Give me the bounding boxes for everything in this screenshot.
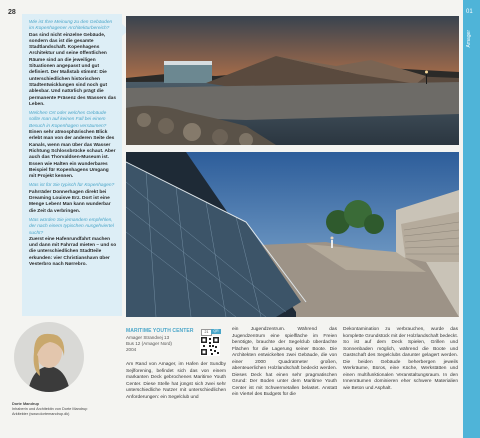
question-1: Wie ist Ihre Meinung zu den Gebäuden im Kopenhagener Architekturbereich? — [29, 20, 113, 32]
caption-line1: Inhaberin und Architektin von Dorte Mandrup — [12, 407, 88, 411]
place-year: 2004 — [126, 347, 137, 352]
question-3: Was ist für Sie typisch für Kopenhagen? — [29, 183, 115, 189]
question-2: Welchen Ort oder welches Gebäude sollte man auf keinen Fall bei einem Besuch in Kopenhagen versäumen? — [29, 111, 107, 129]
place-title: MARITIME YOUTH CENTER — [126, 328, 194, 334]
place-address: Amager Strandvej 13 — [126, 335, 170, 340]
caption-name: Dorte Mandrup — [12, 402, 39, 406]
interview-sidebar — [22, 14, 122, 316]
photo-sloped-deck — [126, 152, 459, 317]
body-column-3: Dekontamination zu verbrauchen, wurde das komplette Grundstück mit der Holzlandschaft bedeckt. So ist auf dem Deck Spielen, Grillen und Sonnenbaden möglich, während die Boote und Gastschaft des Segelclubs darunter gelagert werden. Die beiden Gebäude beherbergen jeweils Werkräume, Büros, eine Küche, Werkstätten und einen multifunktionalen Veranstaltungsraum. In den Innenräumen dominieren eher schwere Materialien wie Beton und Asphalt. — [343, 327, 458, 391]
page-number: 28 — [8, 9, 16, 16]
section-tab-label: Amager — [466, 30, 472, 48]
answer-1: Das sind nicht einzelne Gebäude, sondern das ist die gesamte Stadtlandschaft. Kopenhagens Architektur und seine öffentlichen Räume sind an die jeweiligen Situationen angepasst und gut definiert. Der Maßstab stimmt: Die unterschiedlichen historischen Stadtentwicklungen sind noch gut ablesbar. Und natürlich prägt die permanente Präsenz des Wassers das Leben. — [29, 32, 117, 107]
answer-2: Einen sehr atmosphärischen Blick erlebt man von der anderen Seite des Kanals, wenn man über das Wasser Richtung Schlossbrücke schaut. Aber auch das Thorvaldsen-Museum ist. Essen wie Halten ein wunderbares Beispiel für Kopenhagens Umgang mit Projekt kennen. — [29, 130, 116, 180]
caption-line2: Arkitekter (www.dortemandrup.dk) — [12, 412, 70, 416]
qr-number: 21 — [201, 329, 212, 336]
section-tab — [463, 0, 480, 438]
qr-tag: QR — [211, 329, 221, 334]
answer-4: Zuerst eine Hafenrundfahrt machen und dann mit Fahrrad mieten – und so die unterschiedlichen Stadtteile erkunden: vier Christianshavn über Vesterbro nach Nørrebro. — [29, 236, 117, 267]
place-bus: Bus 12 (Amager Nord) — [126, 341, 172, 346]
body-column-1: Am Rand von Amager, im Hafen der Sundby Sejlforening, befindet sich das von einem markanten Deck gebrochenes Maritime Youth Center. Diese Stelle hat jüngst sich zwei sehr unterschiedliche Nutzer mit unterschiedlichen Anforderungen: ein Segelclub und — [126, 362, 226, 400]
qr-code-icon[interactable] — [200, 336, 220, 356]
question-4: Was würden Sie jemandem empfehlen, der nach einem typischen Ausgehviertel sucht? — [29, 217, 114, 236]
portrait-caption — [12, 402, 122, 417]
body-column-2: ein Jugendzentrum. Während das Jugendzentrum eine spielfläche im Freien benötigte, brauchte der Segelclub überdachte Flächen für die Lagerung seiner Boote. Die Architekten entwickelten zwei Gebäude, die von einer 2000 Quadratmeter großen, abenteuerlichen Holzlandschaft bedeckt werden. Dieses Deck hat einen sehr pragmatischen Grund: Der Boden unter dem Maritime Youth Center ist mit Schwermetallen belastet. Anstatt ein Viertel des Budgets für die — [232, 327, 337, 397]
architect-portrait — [14, 322, 84, 392]
photo-sunset-harbour — [126, 16, 459, 145]
section-tab-number: 01 — [466, 9, 473, 15]
answer-3: Fahrräder Donnerhagen direkt bei Dreaming Louisve Erz. Dort ist eine Menge Leben! Man kann wunderbar die Zeit da verbringen. — [29, 189, 111, 214]
